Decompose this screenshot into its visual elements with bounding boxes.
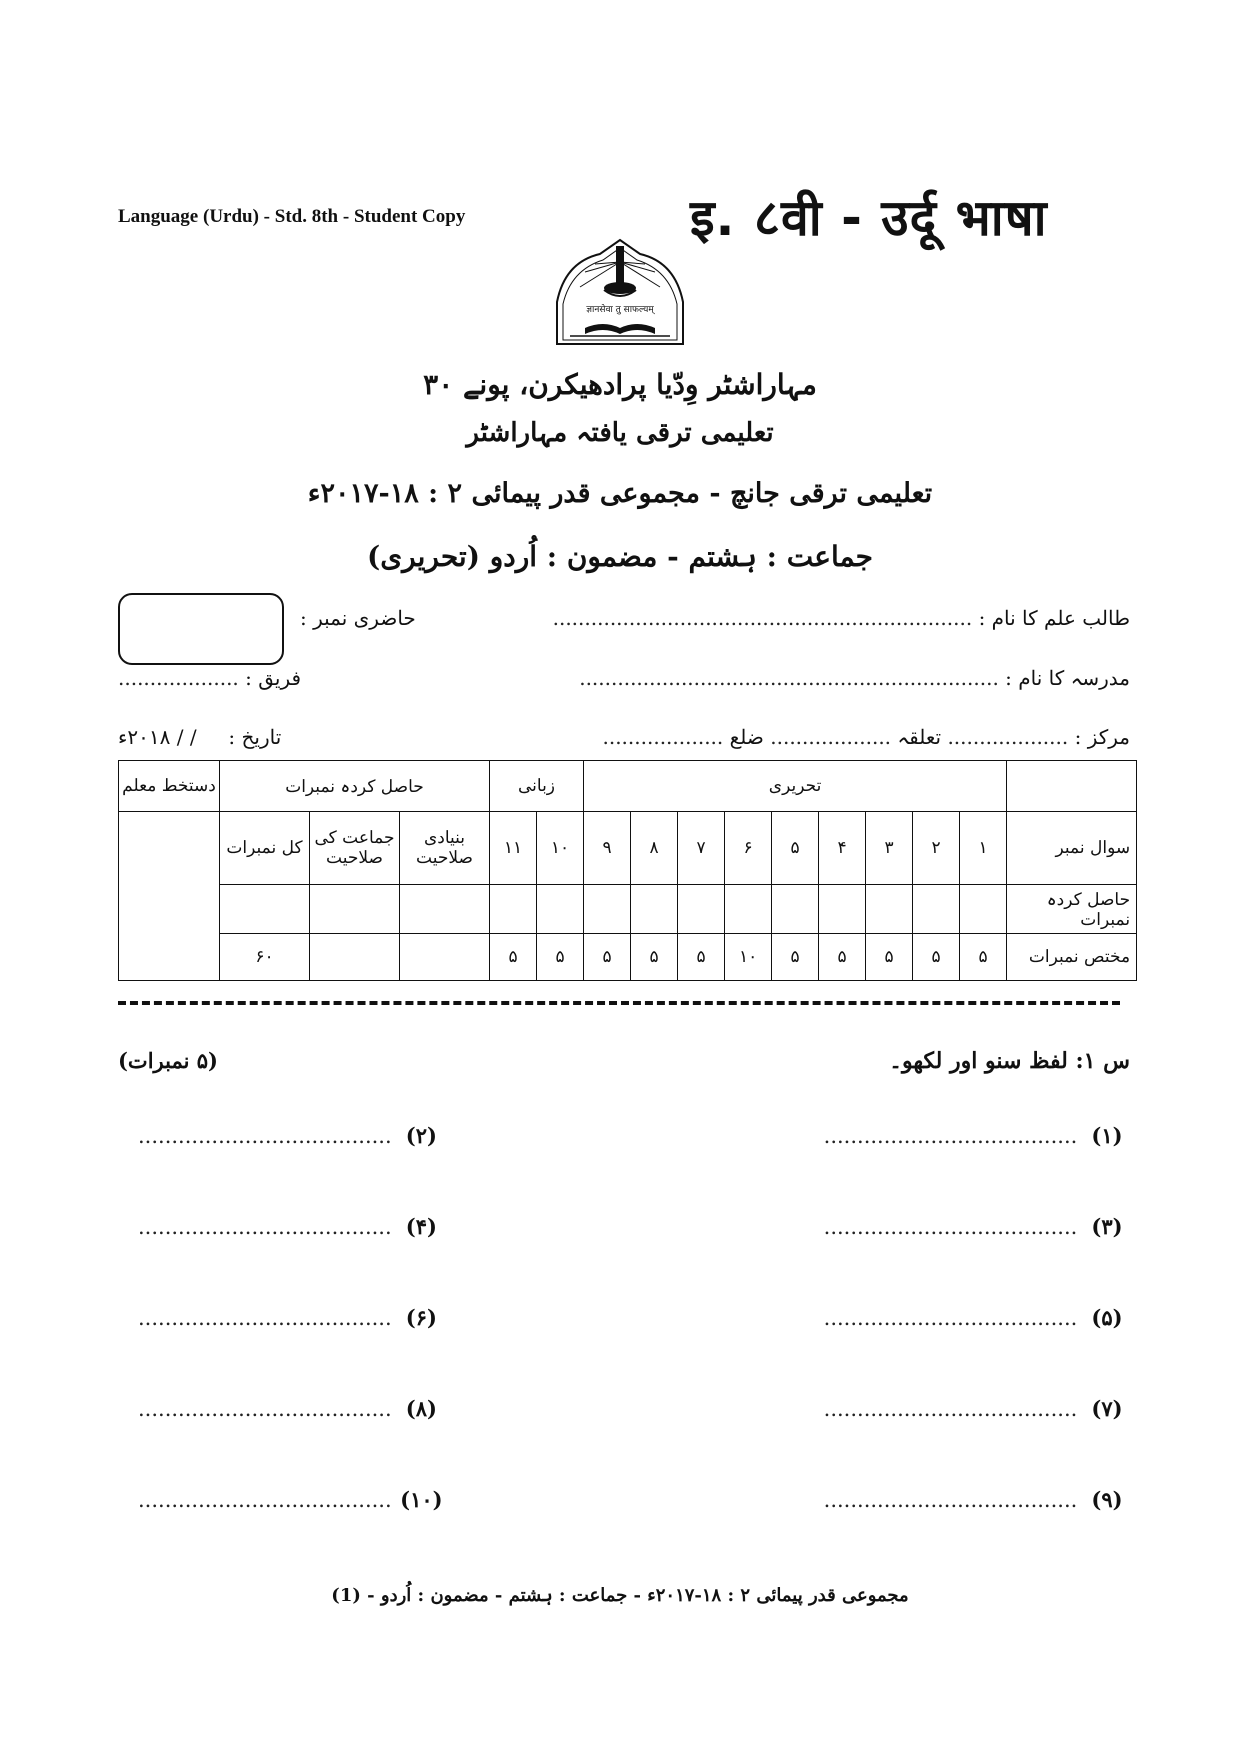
school-name-field[interactable] bbox=[579, 666, 1130, 690]
answer-dots: ...................................... bbox=[138, 1124, 392, 1148]
allotted-mark: ۵ bbox=[490, 934, 537, 981]
division-field[interactable] bbox=[118, 666, 301, 690]
emblem-icon bbox=[545, 232, 695, 350]
answer-line-10[interactable] bbox=[138, 1487, 444, 1512]
roll-no-label: حاضری نمبر : bbox=[300, 606, 416, 630]
table-cell bbox=[310, 934, 400, 981]
obtained-header: حاصل کردہ نمبرات bbox=[220, 761, 490, 812]
answer-line-1[interactable] bbox=[824, 1123, 1130, 1148]
marks-table bbox=[118, 760, 1137, 981]
answer-line-3[interactable] bbox=[824, 1214, 1130, 1239]
answer-line-7[interactable] bbox=[824, 1396, 1130, 1421]
allotted-mark: ۵ bbox=[772, 934, 819, 981]
answer-number: (۱) bbox=[1091, 1123, 1123, 1148]
date-label: تاریخ : bbox=[228, 725, 282, 749]
question-number: ۵ bbox=[772, 812, 819, 885]
answer-number: (۸) bbox=[405, 1396, 437, 1421]
marks-input-cell[interactable] bbox=[772, 885, 819, 934]
obtained-row-label: حاصل کردہ نمبرات bbox=[1007, 885, 1137, 934]
org-subtitle: تعلیمی ترقی یافتہ مہاراشٹر bbox=[466, 418, 774, 448]
center-dots: ................... bbox=[947, 725, 1069, 749]
question-number: ۲ bbox=[913, 812, 960, 885]
allotted-mark: ۵ bbox=[537, 934, 584, 981]
english-title: Language (Urdu) - Std. 8th - Student Copy bbox=[118, 206, 466, 227]
table-row bbox=[119, 812, 1137, 885]
total-marks: ۶۰ bbox=[220, 934, 310, 981]
question-number: ۳ bbox=[866, 812, 913, 885]
date-value: / / ۲۰۱۸ء bbox=[118, 725, 197, 749]
question-1-marks: (۵ نمبرات) bbox=[118, 1048, 218, 1073]
page-footer: مجموعی قدر پیمائی ۲ : ۱۸-۲۰۱۷ء - جماعت : ہشتم - مضمون : اُردو - (1) bbox=[331, 1585, 909, 1606]
table-row bbox=[119, 761, 1137, 812]
signature-header: دستخط معلم bbox=[119, 761, 220, 812]
marks-input-cell[interactable] bbox=[310, 885, 400, 934]
table-cell bbox=[400, 934, 490, 981]
marks-input-cell[interactable] bbox=[960, 885, 1007, 934]
marks-input-cell[interactable] bbox=[913, 885, 960, 934]
school-name-label: مدرسہ کا نام : bbox=[1005, 666, 1130, 690]
answer-number: (۹) bbox=[1091, 1487, 1123, 1512]
answer-dots: ...................................... bbox=[823, 1215, 1078, 1239]
allotted-mark: ۵ bbox=[631, 934, 678, 981]
student-name-dots: .................................................................. bbox=[552, 606, 973, 630]
district-label: ضلع bbox=[729, 725, 764, 749]
district-dots: ................... bbox=[602, 725, 724, 749]
question-number: ۹ bbox=[584, 812, 631, 885]
marks-input-cell[interactable] bbox=[537, 885, 584, 934]
answer-number: (۲) bbox=[405, 1123, 437, 1148]
division-label: فریق : bbox=[245, 666, 302, 690]
question-1-label: س ۱: لفظ سنو اور لکھو۔ bbox=[889, 1048, 1130, 1074]
answer-dots: ...................................... bbox=[138, 1306, 392, 1330]
taluka-label: تعلقہ bbox=[897, 725, 942, 749]
class-subject: جماعت : ہشتم - مضمون : اُردو (تحریری) bbox=[367, 540, 873, 573]
date-field[interactable] bbox=[118, 725, 281, 749]
marks-input-cell[interactable] bbox=[866, 885, 913, 934]
student-name-label: طالب علم کا نام : bbox=[978, 606, 1130, 630]
answer-line-9[interactable] bbox=[824, 1487, 1130, 1512]
logo-motto: ज्ञानसेवा तु साफल्यम् bbox=[586, 305, 654, 315]
allotted-mark: ۵ bbox=[913, 934, 960, 981]
allotted-mark: ۱۰ bbox=[725, 934, 772, 981]
answer-dots: ...................................... bbox=[823, 1488, 1078, 1512]
center-label: مرکز : bbox=[1074, 725, 1130, 749]
answer-number: (۳) bbox=[1091, 1214, 1123, 1239]
marks-input-cell[interactable] bbox=[819, 885, 866, 934]
answer-number: (۶) bbox=[405, 1305, 437, 1330]
written-header: تحریری bbox=[584, 761, 1007, 812]
allotted-mark: ۵ bbox=[866, 934, 913, 981]
answer-number: (۷) bbox=[1091, 1396, 1123, 1421]
table-row bbox=[119, 885, 1137, 934]
taluka-dots: ................... bbox=[770, 725, 892, 749]
question-number: ۷ bbox=[678, 812, 725, 885]
roll-no-box[interactable] bbox=[118, 593, 284, 665]
answer-dots: ...................................... bbox=[823, 1397, 1078, 1421]
allotted-row-label: مختص نمبرات bbox=[1007, 934, 1137, 981]
question-number: ۱۰ bbox=[537, 812, 584, 885]
division-dots: ................... bbox=[118, 666, 239, 690]
answer-dots: ...................................... bbox=[823, 1306, 1078, 1330]
marks-input-cell[interactable] bbox=[631, 885, 678, 934]
cut-line bbox=[118, 1001, 1120, 1005]
school-name-dots: .................................................................. bbox=[579, 666, 999, 690]
question-number: ۱۱ bbox=[490, 812, 537, 885]
question-number: ۸ bbox=[631, 812, 678, 885]
exam-title: تعلیمی ترقی جانچ - مجموعی قدر پیمائی ۲ : ۱۸-۲۰۱۷ء bbox=[307, 478, 933, 509]
answer-dots: ...................................... bbox=[138, 1215, 392, 1239]
org-name: مہاراشٹر وِدّیا پرادھیکرن، پونے ۳۰ bbox=[423, 368, 817, 401]
table-row bbox=[119, 934, 1137, 981]
answer-dots: ...................................... bbox=[138, 1488, 392, 1512]
question-number: ۶ bbox=[725, 812, 772, 885]
answer-line-5[interactable] bbox=[824, 1305, 1130, 1330]
table-cell bbox=[1007, 761, 1137, 812]
marks-input-cell[interactable] bbox=[678, 885, 725, 934]
answer-number: (۴) bbox=[405, 1214, 437, 1239]
marks-input-cell[interactable] bbox=[725, 885, 772, 934]
answer-line-8[interactable] bbox=[138, 1396, 444, 1421]
signature-cell[interactable] bbox=[119, 812, 220, 981]
answer-line-2[interactable] bbox=[138, 1123, 444, 1148]
marks-input-cell[interactable] bbox=[220, 885, 310, 934]
basic-skill-label: بنیادی صلاحیت bbox=[400, 812, 490, 885]
center-field[interactable] bbox=[602, 725, 1130, 749]
question-number: ۴ bbox=[819, 812, 866, 885]
student-name-field[interactable] bbox=[553, 606, 1130, 630]
answer-line-4[interactable] bbox=[138, 1214, 444, 1239]
marathi-title: इ. ८वी - उर्दू भाषा bbox=[690, 189, 1048, 247]
allotted-mark: ۵ bbox=[819, 934, 866, 981]
question-number: ۱ bbox=[960, 812, 1007, 885]
allotted-mark: ۵ bbox=[584, 934, 631, 981]
marks-input-cell[interactable] bbox=[490, 885, 537, 934]
total-label: کل نمبرات bbox=[220, 812, 310, 885]
answer-dots: ...................................... bbox=[138, 1397, 392, 1421]
answer-number: (۱۰) bbox=[400, 1487, 443, 1512]
allotted-mark: ۵ bbox=[678, 934, 725, 981]
class-skill-label: جماعت کی صلاحیت bbox=[310, 812, 400, 885]
marks-input-cell[interactable] bbox=[400, 885, 490, 934]
answer-dots: ...................................... bbox=[823, 1124, 1078, 1148]
board-logo bbox=[545, 232, 695, 350]
question-no-label: سوال نمبر bbox=[1007, 812, 1137, 885]
marks-input-cell[interactable] bbox=[584, 885, 631, 934]
oral-header: زبانی bbox=[490, 761, 584, 812]
allotted-mark: ۵ bbox=[960, 934, 1007, 981]
answer-number: (۵) bbox=[1091, 1305, 1123, 1330]
answer-line-6[interactable] bbox=[138, 1305, 444, 1330]
